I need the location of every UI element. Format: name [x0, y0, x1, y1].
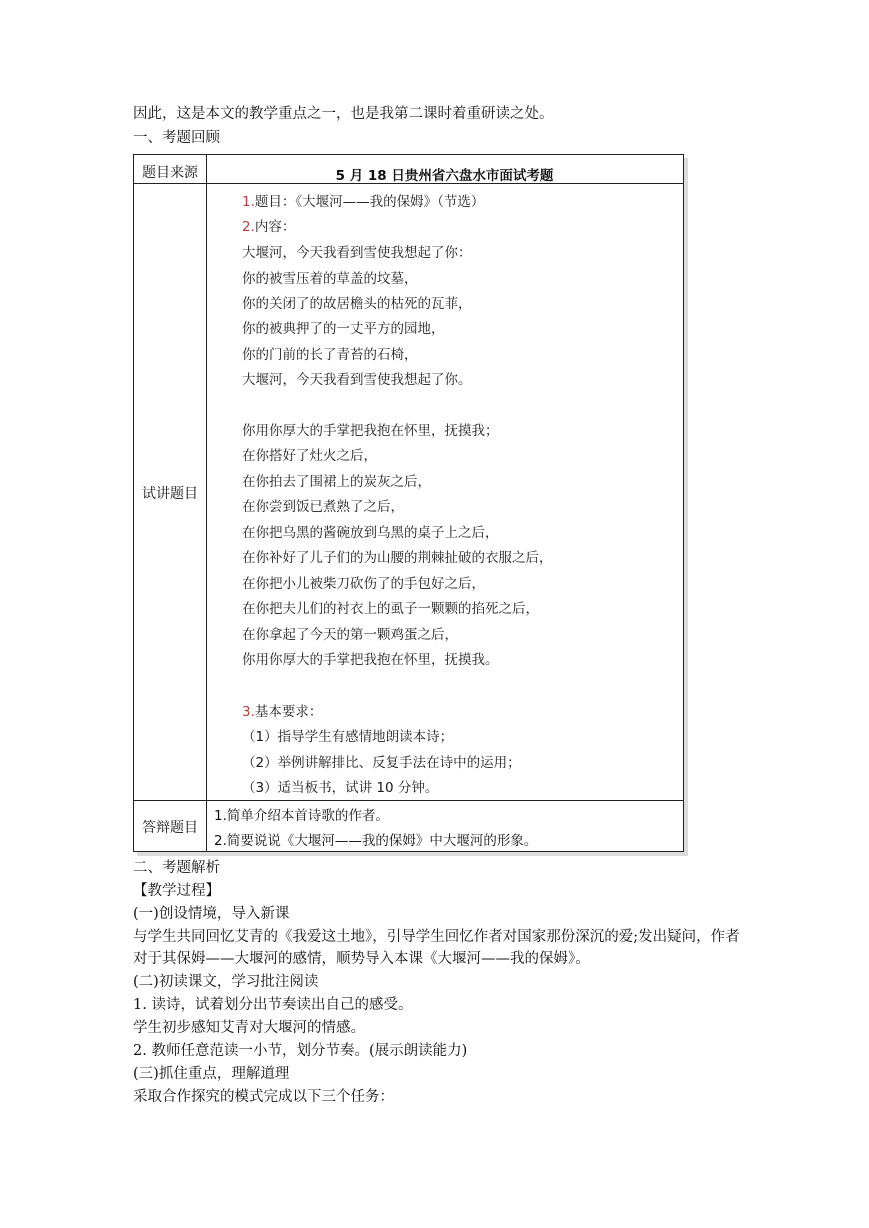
step1-text: 与学生共同回忆艾青的《我爱这土地》，引导学生回忆作者对国家那份深沉的爱;发出疑问，作者对于其保姆——大堰河的感情，顺势导入本课《大堰河——我的保姆》。	[133, 929, 740, 967]
content-line	[242, 215, 295, 235]
topic-number: 1.	[242, 194, 255, 210]
poem-line: 你的被典押了的一丈平方的园地，	[242, 321, 445, 337]
requirements-number: 3.	[242, 704, 255, 720]
table-frame	[133, 154, 684, 852]
poem-line: 大堰河，今天我看到雪使我想起了你：	[242, 245, 472, 261]
defense-label: 答辩题目	[142, 820, 198, 836]
poem-line: 在你把小儿被柴刀砍伤了的手包好之后，	[242, 576, 485, 592]
step2-item1: 1. 读诗，试着划分出节奏读出自己的感受。	[133, 997, 413, 1013]
step2-item1-note: 学生初步感知艾青对大堰河的情感。	[133, 1020, 365, 1036]
poem-line: 在你搭好了灶火之后，	[242, 448, 377, 464]
step1-heading: (一)创设情境，导入新课	[133, 906, 290, 922]
topic-text: 题目：《大堰河——我的保姆》（节选）	[254, 194, 485, 210]
step2-heading: (二)初读课文，学习批注阅读	[133, 974, 319, 990]
content-number: 2.	[242, 219, 255, 235]
trial-label: 试讲题目	[142, 486, 198, 502]
source-label: 题目来源	[142, 165, 198, 181]
poem-line: 你用你厚大的手掌把我抱在怀里，抚摸我。	[242, 652, 499, 668]
poem-line: 在你补好了儿子们的为山腰的荆棘扯破的衣服之后，	[242, 550, 553, 566]
section-heading-analysis: 二、考题解析	[133, 860, 220, 876]
requirement-item: （1）指导学生有感情地朗读本诗；	[242, 729, 454, 745]
poem-line: 你的被雪压着的草盖的坟墓，	[242, 271, 418, 287]
step3-text: 采取合作探究的模式完成以下三个任务：	[133, 1089, 394, 1105]
poem-line: 在你拿起了今天的第一颗鸡蛋之后，	[242, 627, 458, 643]
poem-line: 在你尝到饭已煮熟了之后，	[242, 499, 404, 515]
poem-line: 你用你厚大的手掌把我抱在怀里，抚摸我；	[242, 423, 499, 439]
source-value: 5 月 18 日贵州省六盘水市面试考题	[335, 168, 554, 184]
defense-item: 1.简单介绍本首诗歌的作者。	[214, 808, 389, 824]
requirement-item: （3）适当板书，试讲 10 分钟。	[242, 780, 439, 796]
poem-line: 在你拍去了围裙上的炭灰之后，	[242, 474, 431, 490]
step3-heading: (三)抓住重点，理解道理	[133, 1066, 290, 1082]
requirement-item: （2）举例讲解排比、反复手法在诗中的运用；	[242, 755, 521, 771]
section-heading-review: 一、考题回顾	[133, 130, 220, 146]
column-divider	[206, 155, 207, 851]
process-heading: 【教学过程】	[133, 883, 220, 899]
requirements-heading	[242, 700, 322, 720]
poem-line: 大堰河，今天我看到雪使我想起了你。	[242, 372, 472, 388]
defense-item: 2.简要说说《大堰河——我的保姆》中大堰河的形象。	[214, 833, 538, 849]
requirements-text: 基本要求：	[254, 704, 323, 720]
poem-line: 在你把夫儿们的衬衣上的虱子一颗颗的掐死之后，	[242, 601, 539, 617]
exam-table	[133, 154, 684, 852]
poem-line: 在你把乌黑的酱碗放到乌黑的桌子上之后，	[242, 525, 499, 541]
step2-item2: 2. 教师任意范读一小节，划分节奏。(展示朗读能力)	[133, 1043, 468, 1059]
row-divider	[134, 800, 683, 801]
poem-line: 你的门前的长了青苔的石椅，	[242, 347, 418, 363]
intro-line: 因此，这是本文的教学重点之一，也是我第二课时着重研读之处。	[133, 106, 554, 122]
content-text: 内容：	[254, 219, 296, 235]
topic-line	[242, 190, 484, 210]
poem-line: 你的关闭了的故居檐头的枯死的瓦菲，	[242, 296, 472, 312]
